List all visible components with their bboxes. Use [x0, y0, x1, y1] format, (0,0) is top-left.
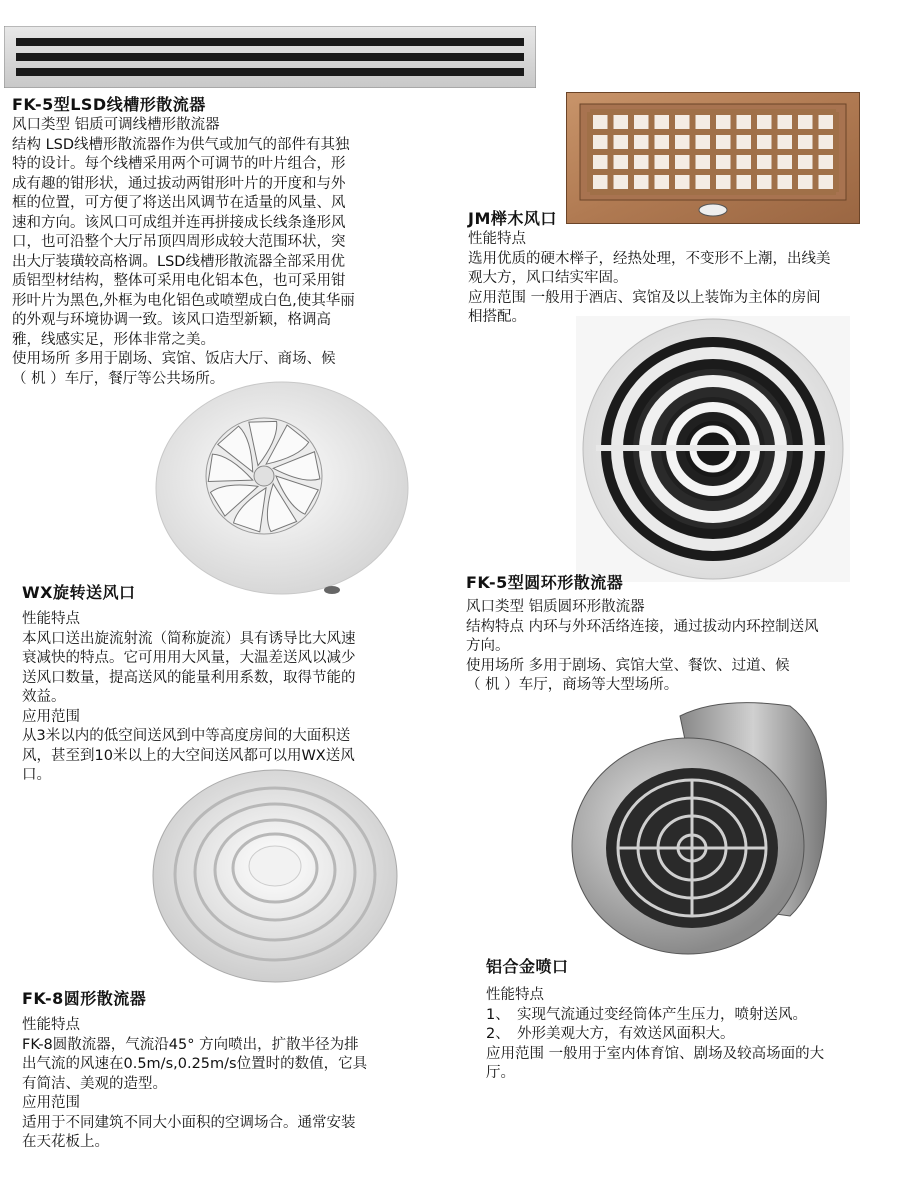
jm-wood-grille-image — [566, 92, 860, 224]
desc-line: 风，甚至到10米以上的大空间送风都可以用WX送风 — [22, 747, 355, 764]
desc-line: 相搭配。 — [468, 309, 526, 325]
product-fk5-lsd — [12, 94, 422, 389]
desc-line: 应用范围 一般用于酒店、宾馆及以上装饰为主体的房间 — [468, 289, 821, 306]
desc-line: 本风口送出旋流射流（简称旋流）具有诱导比大风速 — [22, 630, 356, 647]
aluminium-nozzle-image — [560, 696, 830, 956]
product-fk5-ring — [466, 572, 894, 696]
product-title: FK-5型LSD线槽形散流器 — [12, 95, 206, 114]
desc-line: 性能特点 — [486, 987, 544, 1003]
desc-line: 性能特点 — [22, 611, 80, 627]
desc-line: FK-8圆散流器，气流沿45° 方向喷出，扩散半径为排 — [22, 1036, 359, 1053]
desc-line: （ 机 ）车厅，商场等大型场所。 — [466, 677, 679, 693]
desc-line: 性能特点 — [468, 231, 526, 247]
desc-line: 风口类型 铝质圆环形散流器 — [466, 599, 645, 615]
product-title: JM榉木风口 — [468, 209, 557, 228]
desc-line: 从3米以内的低空间送风到中等高度房间的大面积送 — [22, 728, 351, 744]
desc-line: 观大方，风口结实牢固。 — [468, 270, 628, 286]
desc-line: 1、 实现气流通过变经筒体产生压力，喷射送风。 — [486, 1006, 807, 1023]
desc-line: 效益。 — [22, 689, 66, 705]
desc-line: 送风口数量，提高送风的能量利用系数，取得节能的 — [22, 669, 356, 686]
desc-line: 衰减快的特点。它可用用大风量，大温差送风以减少 — [22, 650, 356, 666]
desc-line: 风口类型 铝质可调线槽形散流器 — [12, 117, 220, 133]
desc-line: 在天花板上。 — [22, 1134, 109, 1150]
product-jm-wood — [468, 208, 893, 328]
fk8-round-diffuser-image — [150, 766, 400, 984]
desc-line: 形叶片为黑色,外框为电化铝色或喷塑成白色,使其华丽 — [12, 292, 355, 309]
desc-line: 应用范围 — [22, 708, 80, 725]
desc-line: 速和方向。该风口可成组并连再拼接成长线条逢形风 — [12, 214, 346, 231]
desc-line: （ 机 ）车厅，餐厅等公共场所。 — [12, 370, 225, 387]
desc-line: 使用场所 多用于剧场、宾馆、饭店大厅、商场、候 — [12, 351, 336, 367]
product-title: FK-8圆形散流器 — [22, 989, 147, 1008]
product-title: 铝合金喷口 — [486, 957, 569, 976]
fk5-ring-diffuser-image — [576, 316, 850, 582]
desc-line: 出气流的风速在0.5m/s,0.25m/s位置时的数值，它具 — [22, 1056, 368, 1072]
desc-line: 质铝型材结构，整体可采用电化铝本色，也可采用钳 — [12, 273, 346, 289]
desc-line: 应用范围 — [22, 1095, 80, 1111]
product-aluminium-nozzle — [486, 956, 894, 1084]
desc-line: 雅，线感实足，形体非常之美。 — [12, 331, 215, 348]
desc-line: 应用范围 一般用于室内体育馆、剧场及较高场面的大 — [486, 1045, 825, 1062]
desc-line: 的外观与环境协调一致。该风口造型新颖，格调高 — [12, 312, 331, 328]
desc-line: 适用于不同建筑不同大小面积的空调场合。通常安装 — [22, 1114, 356, 1131]
product-title: FK-5型圆环形散流器 — [466, 573, 624, 592]
desc-line: 选用优质的硬木榉子，经热处理，不变形不上潮，出线美 — [468, 250, 831, 267]
lsd-diffuser-image — [4, 26, 536, 88]
desc-line: 成有趣的钳形状，通过拔动两钳形叶片的开度和与外 — [12, 175, 346, 192]
product-wx-swirl — [22, 582, 422, 786]
desc-line: 厅。 — [486, 1065, 515, 1081]
product-fk8-round — [22, 988, 432, 1153]
desc-line: 有简洁、美观的造型。 — [22, 1075, 167, 1092]
wx-swirl-diffuser-image — [148, 380, 410, 598]
desc-line: 出大厅装璜较高格调。LSD线槽形散流器全部采用优 — [12, 253, 345, 270]
desc-line: 2、 外形美观大方，有效送风面积大。 — [486, 1026, 735, 1042]
desc-line: 方向。 — [466, 638, 510, 654]
desc-line: 框的位置，可方便了将送出风调节在适量的风量、风 — [12, 195, 346, 211]
desc-line: 结构特点 内环与外环活络连接，通过拔动内环控制送风 — [466, 618, 819, 635]
desc-line: 结构 LSD线槽形散流器作为供气或加气的部件有其独 — [12, 136, 350, 153]
desc-line: 口，也可沿整个大厅吊顶四周形成较大范围环状，突 — [12, 234, 346, 250]
product-title: WX旋转送风口 — [22, 583, 136, 602]
desc-line: 口。 — [22, 767, 51, 783]
desc-line: 使用场所 多用于剧场、宾馆大堂、餐饮、过道、候 — [466, 657, 790, 674]
desc-line: 特的设计。每个线槽采用两个可调节的叶片组合，形 — [12, 156, 346, 172]
desc-line: 性能特点 — [22, 1017, 80, 1033]
